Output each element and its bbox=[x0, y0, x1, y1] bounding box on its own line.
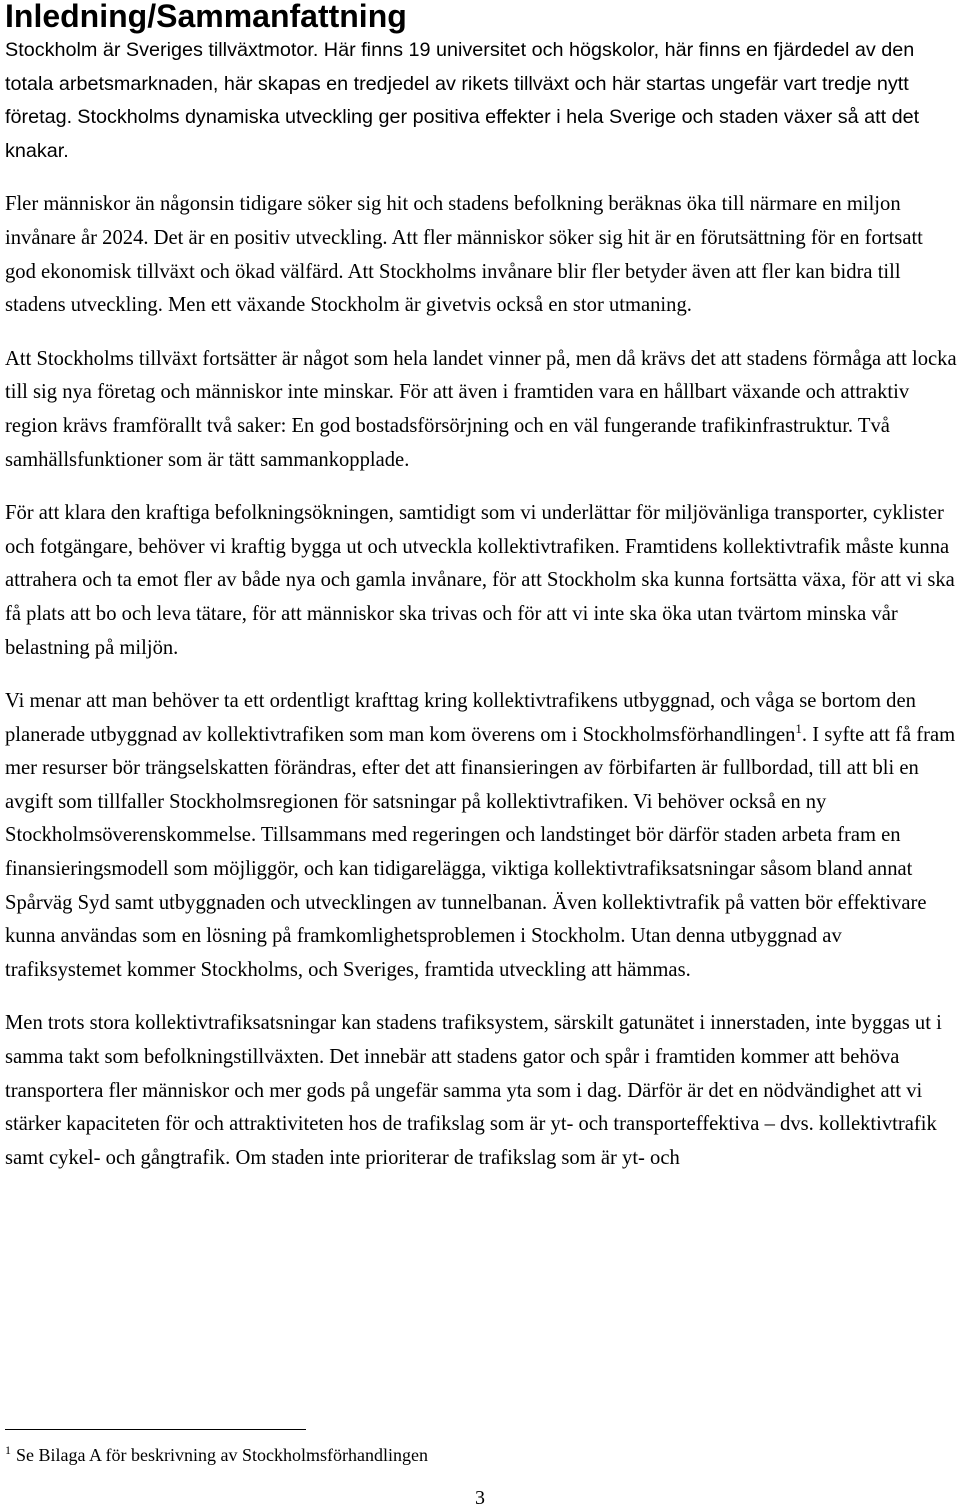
paragraph-6: Men trots stora kollektivtrafiksatsningar kan stadens trafiksystem, särskilt gatunätet i innerstaden, inte byggas ut i samma takt som befolkningstillväxten. Det innebär att stadens gator och spår i framtiden kommer att behöva transportera fler människor och mer gods på ungefär samma yta som i dag. Därför är det en nödvändighet att vi stärker kapaciteten för och attraktiviteten hos de trafikslag som är yt- och transporteffektiva – dvs. kollektivtrafik samt cykel- och gångtrafik. Om staden inte prioriterar de trafikslag som är yt- och bbox=[5, 1012, 942, 1169]
paragraph-2: Fler människor än någonsin tidigare söker sig hit och stadens befolkning beräknas öka till närmare en miljon invånare år 2024. Det är en positiv utveckling. Att fler människor söker sig hit är en förutsättning för en fortsatt god ekonomisk tillväxt och ökad välfärd. Att Stockholms invånare blir fler betyder även att fler kan bidra till stadens utveckling. Men ett växande Stockholm är givetvis också en stor utmaning. bbox=[5, 193, 923, 317]
paragraph-3: Att Stockholms tillväxt fortsätter är något som hela landet vinner på, men då krävs det att stadens förmåga att locka till sig nya företag och människor inte minskar. För att även i framtiden vara en hållbart växande och attraktiv region krävs framförallt två saker: En god bostadsförsörjning och en väl fungerande trafikinfrastruktur. Två samhällsfunktioner som är tätt sammankopplade. bbox=[5, 347, 957, 471]
footnote bbox=[5, 1443, 428, 1467]
paragraph-5-text-end: . I syfte att få fram mer resurser bör trängselskatten förändras, efter det att finansieringen av förbifarten är fullbordad, till att bli en avgift som tillfaller Stockholmsregionen för satsningar på kollektivtrafiken. Vi behöver också en ny Stockholmsöverenskommelse. Tillsammans med regeringen och landstinget bör därför staden arbeta fram en finansieringsmodell som möjliggör, och kan tidigarelägga, viktiga kollektivtrafiksatsningar såsom bland annat Spårväg Syd samt utbyggnaden och utvecklingen av tunnelbanan. Även kollektivtrafik på vatten bör effektivare kunna användas som en lösning på framkomlighetsproblemen i Stockholm. Utan denna utbyggnad av trafiksystemet kommer Stockholms, och Sveriges, framtida utveckling att hämmas. bbox=[5, 723, 956, 981]
footnote-reference[interactable]: 1 bbox=[795, 720, 802, 736]
paragraph-1 bbox=[5, 34, 957, 168]
page-number: 3 bbox=[475, 1487, 485, 1509]
page-title: Inledning/Sammanfattning bbox=[5, 0, 407, 34]
paragraph-5-text-start: Vi menar att man behöver ta ett ordentligt krafttag kring kollektivtrafikens utbyggnad, och våga se bortom den planerade utbyggnad av kollektivtrafiken som man kom överens om i Stockholmsförhandlingen bbox=[5, 690, 916, 746]
footnote-text: Se Bilaga A för beskrivning av Stockholmsförhandlingen bbox=[16, 1445, 428, 1465]
paragraph-5 bbox=[5, 685, 957, 987]
paragraph-4: För att klara den kraftiga befolkningsökningen, samtidigt som vi underlättar för miljövänliga transporter, cyklister och fotgängare, behöver vi kraftig bygga ut och utveckla kollektivtrafiken. Framtidens kollektivtrafik måste kunna attrahera och ta emot fler av både nya och gamla invånare, för att Stockholm ska kunna fortsätta växa, för att vi ska få plats att bo och leva tätare, för att människor ska trivas och för att vi inte ska öka utan tvärtom minska vår belastning på miljön. bbox=[5, 502, 955, 659]
paragraph-1-serif-text: Stockholms dynamiska utveckling ger positiva effekter i hela Sverige och staden växer så att det knakar. bbox=[5, 106, 920, 162]
paragraph-1-sans-text: Stockholm är Sveriges tillväxtmotor. Här finns 19 universitet och högskolor, här finns en fjärdedel av den totala arbetsmarknaden, här skapas en tredjedel av rikets tillväxt och här startas ungefär vart tredje nytt företag. bbox=[5, 39, 915, 129]
document-page bbox=[5, 0, 957, 1175]
footnote-divider bbox=[5, 1429, 306, 1430]
footnote-marker: 1 bbox=[5, 1443, 11, 1457]
